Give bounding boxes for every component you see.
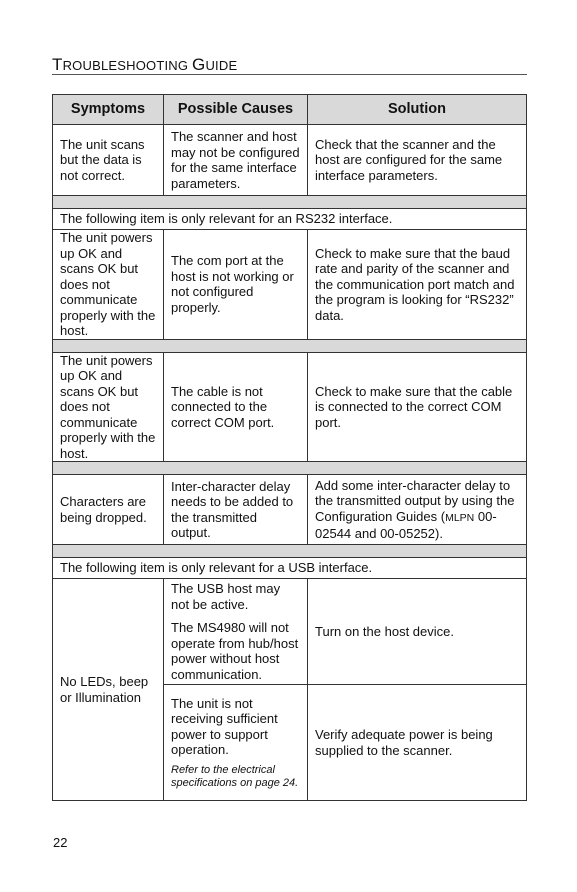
title-rest-2: UIDE <box>205 58 238 73</box>
rs232-note: The following item is only relevant for an RS232 interface. <box>53 209 527 230</box>
page-number: 22 <box>53 835 68 850</box>
table-row <box>53 230 527 340</box>
page-header <box>52 52 527 75</box>
solution-cell: Check that the scanner and the host are configured for the same interface parameters. <box>308 125 527 196</box>
separator-row <box>53 545 527 558</box>
title-initial-2: G <box>192 55 206 74</box>
solution-cell: Verify adequate power is being supplied to the scanner. <box>308 685 527 801</box>
usb-note: The following item is only relevant for a USB interface. <box>53 558 527 579</box>
table-row <box>53 125 527 196</box>
page-title <box>52 55 237 75</box>
cause-text: The unit is not receiving sufficient power to support operation. <box>171 695 278 757</box>
separator-row <box>53 196 527 209</box>
solution-text: Add some inter-character delay to the transmitted output by using the Configuration Guides ( <box>315 477 515 524</box>
title-rest-1: ROUBLESHOOTING <box>62 58 193 73</box>
separator-row <box>53 462 527 475</box>
troubleshooting-table <box>52 94 527 801</box>
table-header-row <box>53 95 527 125</box>
table-row <box>53 579 527 685</box>
cause-cell <box>164 579 308 685</box>
cause-text: The USB host may not be active. <box>171 581 281 612</box>
solution-cell <box>308 475 527 545</box>
symptom-cell: Characters are being dropped. <box>53 475 164 545</box>
cause-cell <box>164 685 308 801</box>
symptom-cell: The unit scans but the data is not correct. <box>53 125 164 196</box>
interface-note-row <box>53 209 527 230</box>
header-symptoms: Symptoms <box>53 95 164 125</box>
reference-note: Refer to the electrical specifications on page 24. <box>171 763 299 789</box>
symptom-cell: The unit powers up OK and scans OK but does not communicate properly with the host. <box>53 230 164 340</box>
header-solution: Solution <box>308 95 527 125</box>
cause-cell: Inter-character delay needs to be added to the transmitted output. <box>164 475 308 545</box>
table-row <box>53 352 527 462</box>
cause-cell: The scanner and host may not be configured for the same interface parameters. <box>164 125 308 196</box>
interface-note-row <box>53 558 527 579</box>
separator-row <box>53 339 527 352</box>
symptom-cell: The unit powers up OK and scans OK but does not communicate properly with the host. <box>53 352 164 462</box>
cause-cell: The com port at the host is not working or not configured properly. <box>164 230 308 340</box>
header-possible-causes: Possible Causes <box>164 95 308 125</box>
title-initial-1: T <box>52 55 63 74</box>
solution-cell: Check to make sure that the cable is connected to the correct COM port. <box>308 352 527 462</box>
solution-cell: Check to make sure that the baud rate and parity of the scanner and the communication port match and the program is looking for “RS232” data. <box>308 230 527 340</box>
cause-text: The MS4980 will not operate from hub/host power without host communication. <box>171 620 299 682</box>
cause-cell: The cable is not connected to the correct COM port. <box>164 352 308 462</box>
mlpn-label: MLPN <box>445 511 475 524</box>
symptom-cell: No LEDs, beep or Illumination <box>53 579 164 801</box>
table-row <box>53 475 527 545</box>
solution-cell: Turn on the host device. <box>308 579 527 685</box>
solution-text-end: 00-02544 and 00-05252). <box>315 508 497 541</box>
